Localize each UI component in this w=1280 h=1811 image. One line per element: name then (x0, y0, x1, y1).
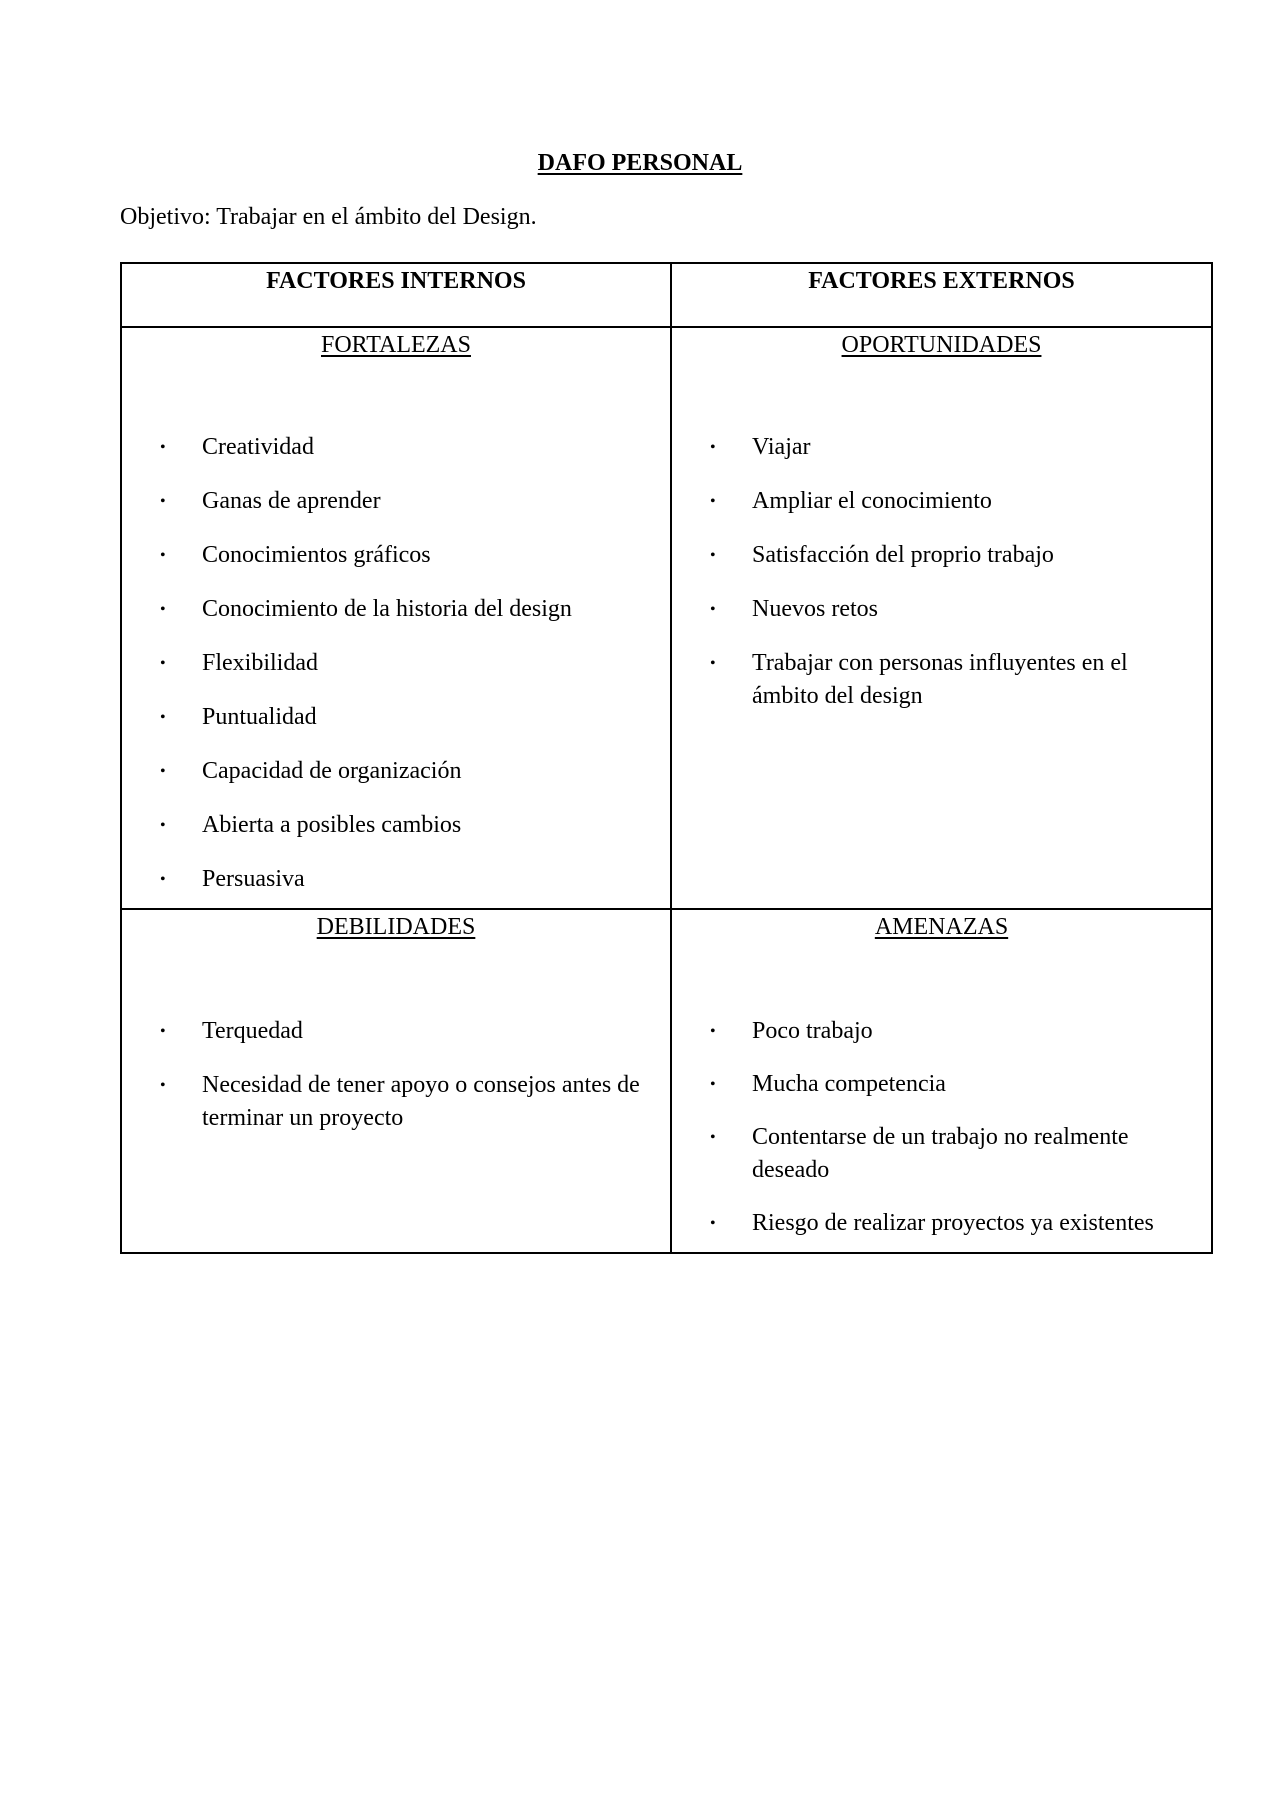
debilidades-heading: DEBILIDADES (316, 914, 476, 940)
fortalezas-list (122, 431, 670, 896)
bullet-icon: • (160, 817, 166, 834)
page-title: DAFO PERSONAL (537, 150, 743, 176)
list-item: • Ganas de aprender (122, 485, 670, 518)
list-item: • Trabajar con personas influyentes en el ámbito del design (672, 647, 1211, 713)
bullet-icon: • (160, 871, 166, 888)
bullet-icon: • (160, 655, 166, 672)
list-item: • Terquedad (122, 1015, 670, 1048)
bullet-icon: • (710, 601, 716, 618)
debilidades-cell (121, 909, 671, 1253)
bullet-icon: • (710, 1023, 716, 1040)
dafo-table (120, 262, 1213, 1254)
list-item: • Ampliar el conocimiento (672, 485, 1211, 518)
debilidades-list (122, 1015, 670, 1135)
oportunidades-cell (671, 327, 1212, 909)
bullet-icon: • (710, 1076, 716, 1093)
list-item: • Nuevos retos (672, 593, 1211, 626)
list-item: • Poco trabajo (672, 1015, 1211, 1048)
bullet-icon: • (160, 547, 166, 564)
fortalezas-heading: FORTALEZAS (321, 332, 471, 358)
fortalezas-cell (121, 327, 671, 909)
list-item: • Contentarse de un trabajo no realmente deseado (672, 1121, 1211, 1187)
list-item: • Capacidad de organización (122, 755, 670, 788)
list-item: • Riesgo de realizar proyectos ya existentes (672, 1207, 1211, 1240)
bullet-icon: • (710, 1215, 716, 1232)
list-item: • Satisfacción del proprio trabajo (672, 539, 1211, 572)
list-item: • Puntualidad (122, 701, 670, 734)
internal-factors-header: FACTORES INTERNOS (121, 263, 671, 327)
bullet-icon: • (160, 601, 166, 618)
list-item: • Conocimientos gráficos (122, 539, 670, 572)
oportunidades-heading: OPORTUNIDADES (841, 332, 1042, 358)
list-item: • Abierta a posibles cambios (122, 809, 670, 842)
bullet-icon: • (160, 709, 166, 726)
bullet-icon: • (160, 763, 166, 780)
list-item: • Viajar (672, 431, 1211, 464)
bullet-icon: • (160, 439, 166, 456)
bullet-icon: • (710, 655, 716, 672)
header-row (121, 263, 1212, 327)
bullet-icon: • (160, 1023, 166, 1040)
amenazas-list (672, 1015, 1211, 1240)
amenazas-cell (671, 909, 1212, 1253)
bullet-icon: • (710, 493, 716, 510)
amenazas-heading: AMENAZAS (874, 914, 1009, 940)
bullet-icon: • (710, 439, 716, 456)
quadrant-row-bottom (121, 909, 1212, 1253)
bullet-icon: • (710, 547, 716, 564)
list-item: • Creatividad (122, 431, 670, 464)
external-factors-header: FACTORES EXTERNOS (671, 263, 1212, 327)
oportunidades-list (672, 431, 1211, 713)
bullet-icon: • (160, 493, 166, 510)
quadrant-row-top (121, 327, 1212, 909)
list-item: • Conocimiento de la historia del design (122, 593, 670, 626)
list-item: • Flexibilidad (122, 647, 670, 680)
list-item: • Persuasiva (122, 863, 670, 896)
list-item: • Mucha competencia (672, 1068, 1211, 1101)
bullet-icon: • (710, 1129, 716, 1146)
bullet-icon: • (160, 1077, 166, 1094)
list-item: • Necesidad de tener apoyo o consejos antes de terminar un proyecto (122, 1069, 670, 1135)
objective-line: Objetivo: Trabajar en el ámbito del Design. (120, 204, 537, 230)
